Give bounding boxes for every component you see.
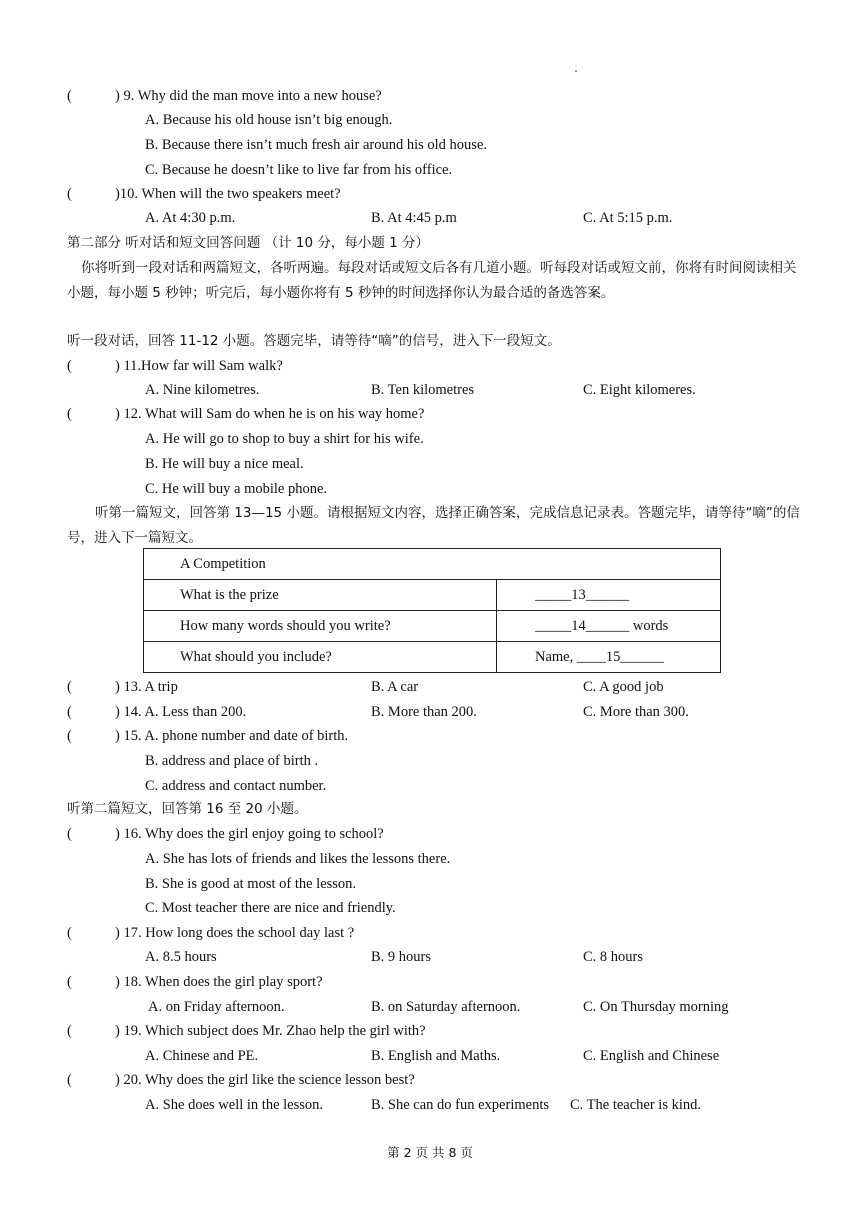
question-13-option-b: B. A car <box>371 679 419 695</box>
question-20-option-c: C. The teacher is kind. <box>570 1097 702 1113</box>
passage1-intro: 听第一篇短文，回答第 13—15 小题。请根据短文内容，选择正确答案，完成信息记录表。答题完毕，请等待“嘀”的信号，进入下一篇短文。 <box>67 505 800 546</box>
answer-paren: ( <box>67 186 72 202</box>
question-12-option-c: C. He will buy a mobile phone. <box>145 481 328 497</box>
table-question-cell: How many words should you write? <box>144 611 497 642</box>
page-footer: 第 2 页 共 8 页 <box>387 1145 473 1160</box>
question-10-option-a: A. At 4:30 p.m. <box>145 210 236 226</box>
question-14-option-c: C. More than 300. <box>583 704 689 720</box>
question-16-stem: ) 16. Why does the girl enjoy going to school? <box>115 826 384 842</box>
question-18-option-a: A. on Friday afternoon. <box>148 999 285 1015</box>
question-20-stem: ) 20. Why does the girl like the science lesson best? <box>115 1072 415 1088</box>
answer-paren: ( <box>67 704 72 720</box>
question-17-option-b: B. 9 hours <box>371 949 432 965</box>
table-row <box>144 611 721 642</box>
question-13-stem: ) 13. A trip <box>115 679 178 695</box>
question-16-option-a: A. She has lots of friends and likes the lessons there. <box>145 851 451 867</box>
answer-paren: ( <box>67 679 72 695</box>
question-19-stem: ) 19. Which subject does Mr. Zhao help the girl with? <box>115 1023 426 1039</box>
question-10-stem: )10. When will the two speakers meet? <box>115 186 341 202</box>
question-19-option-b: B. English and Maths. <box>371 1048 501 1064</box>
question-9-option-a: A. Because his old house isn’t big enough. <box>145 112 393 128</box>
question-19-option-c: C. English and Chinese <box>583 1048 720 1064</box>
dialogue-intro: 听一段对话，回答 11-12 小题。答题完毕，请等待“嘀”的信号，进入下一段短文。 <box>67 333 561 349</box>
question-14-option-b: B. More than 200. <box>371 704 477 720</box>
question-11-option-c: C. Eight kilomeres. <box>583 382 696 398</box>
table-answer-cell: _____13______ <box>497 580 721 611</box>
table-row <box>144 642 721 673</box>
question-17-stem: ) 17. How long does the school day last ? <box>115 925 355 941</box>
question-20-option-b: B. She can do fun experiments <box>371 1097 549 1113</box>
question-12-option-b: B. He will buy a nice meal. <box>145 456 304 472</box>
answer-paren: ( <box>67 1023 72 1039</box>
table-title: A Competition <box>144 549 721 580</box>
question-16-option-b: B. She is good at most of the lesson. <box>145 876 357 892</box>
answer-paren: ( <box>67 826 72 842</box>
answer-paren: ( <box>67 728 72 744</box>
question-9-option-b: B. Because there isn’t much fresh air around his old house. <box>145 137 488 153</box>
question-9-stem: ) 9. Why did the man move into a new house? <box>115 88 382 104</box>
question-11-stem: ) 11.How far will Sam walk? <box>115 358 283 374</box>
question-18-stem: ) 18. When does the girl play sport? <box>115 974 323 990</box>
question-11-option-a: A. Nine kilometres. <box>145 382 260 398</box>
part2-instructions: 你将听到一段对话和两篇短文，各听两遍。每段对话或短文后各有几道小题。听每段对话或短文前，你将有时间阅读相关小题，每小题 5 秒钟；听完后，每小题你将有 5 秒钟的时间选择你认为最合适的备选答案。 <box>67 260 797 301</box>
question-17-option-a: A. 8.5 hours <box>145 949 217 965</box>
question-15-option-c: C. address and contact number. <box>145 778 327 794</box>
question-17-option-c: C. 8 hours <box>583 949 644 965</box>
table-answer-cell: Name, ____15______ <box>497 642 721 673</box>
info-record-table <box>143 548 721 673</box>
question-16-option-c: C. Most teacher there are nice and friendly. <box>145 900 396 916</box>
question-10-option-b: B. At 4:45 p.m <box>371 210 457 226</box>
answer-paren: ( <box>67 406 72 422</box>
part2-heading: 第二部分 听对话和短文回答问题 （计 10 分，每小题 1 分） <box>67 235 430 251</box>
scan-speck <box>575 70 577 72</box>
question-18-option-c: C. On Thursday morning <box>583 999 729 1015</box>
question-11-option-b: B. Ten kilometres <box>371 382 475 398</box>
answer-paren: ( <box>67 358 72 374</box>
question-15-stem: ) 15. A. phone number and date of birth. <box>115 728 349 744</box>
question-18-option-b: B. on Saturday afternoon. <box>371 999 521 1015</box>
answer-paren: ( <box>67 88 72 104</box>
question-9-option-c: C. Because he doesn’t like to live far from his office. <box>145 162 453 178</box>
table-question-cell: What should you include? <box>144 642 497 673</box>
passage2-intro: 听第二篇短文，回答第 16 至 20 小题。 <box>67 801 308 817</box>
answer-paren: ( <box>67 974 72 990</box>
question-14-stem: ) 14. A. Less than 200. <box>115 704 247 720</box>
answer-paren: ( <box>67 925 72 941</box>
table-answer-cell: _____14______ words <box>497 611 721 642</box>
answer-paren: ( <box>67 1072 72 1088</box>
table-question-cell: What is the prize <box>144 580 497 611</box>
question-20-option-a: A. She does well in the lesson. <box>145 1097 324 1113</box>
question-12-option-a: A. He will go to shop to buy a shirt for his wife. <box>145 431 424 447</box>
question-13-option-c: C. A good job <box>583 679 664 695</box>
table-row <box>144 580 721 611</box>
question-12-stem: ) 12. What will Sam do when he is on his way home? <box>115 406 425 422</box>
question-10-option-c: C. At 5:15 p.m. <box>583 210 673 226</box>
question-19-option-a: A. Chinese and PE. <box>145 1048 259 1064</box>
question-15-option-b: B. address and place of birth . <box>145 753 319 769</box>
